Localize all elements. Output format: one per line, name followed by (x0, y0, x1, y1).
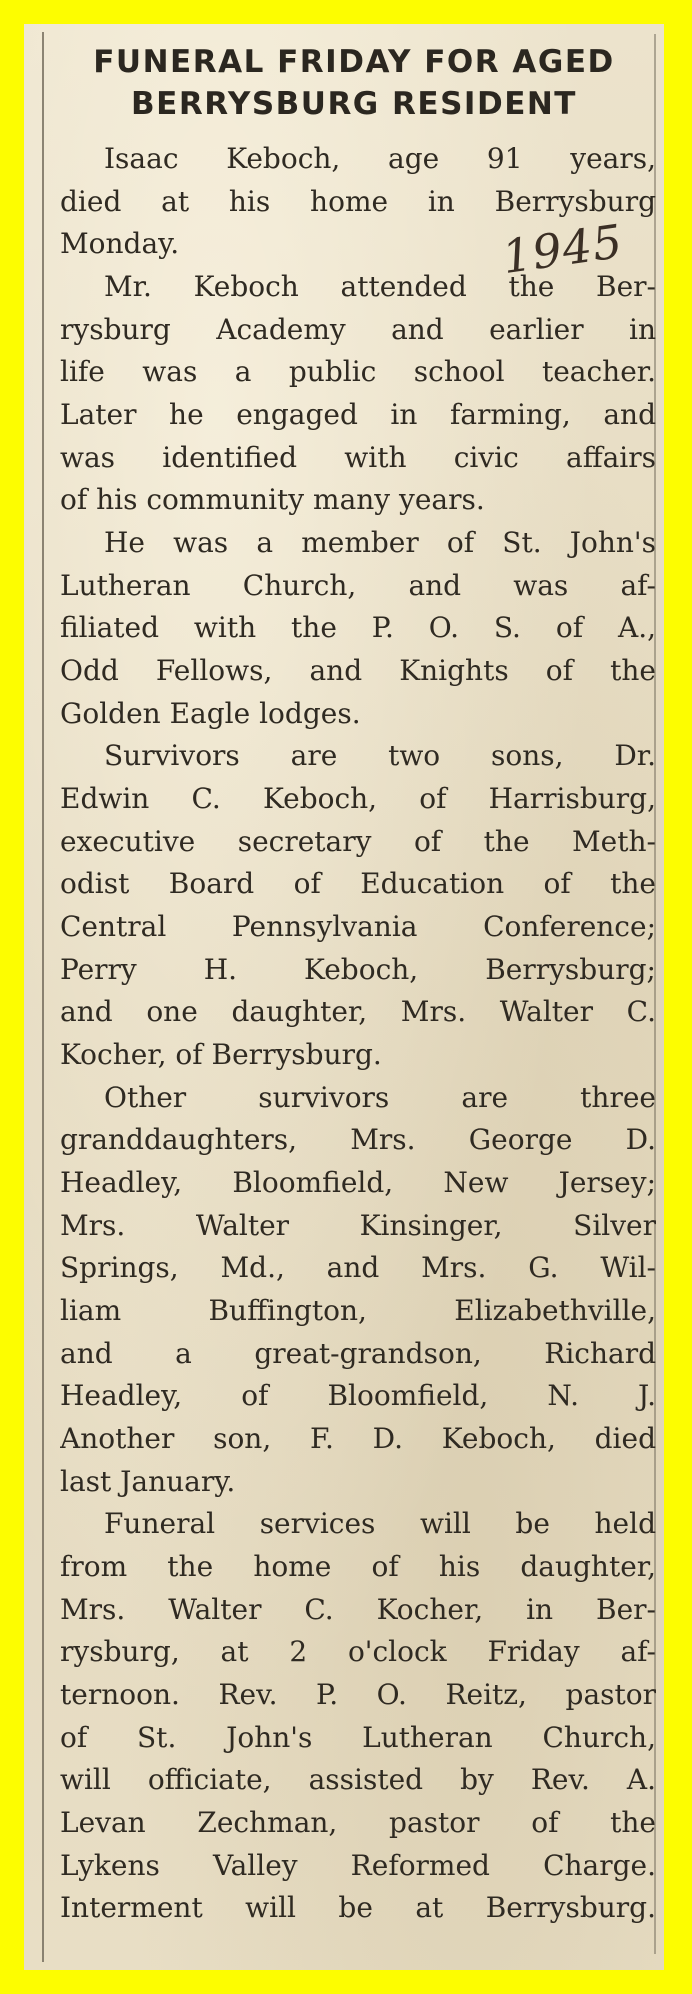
text-line: Lutheran Church, and was af- (60, 569, 656, 602)
text-line: Mrs. Walter Kinsinger, Silver (60, 1209, 656, 1242)
text-line: granddaughters, Mrs. George D. (60, 1123, 656, 1156)
text-line: and one daughter, Mrs. Walter C. (60, 995, 656, 1028)
text-line: He was a member of St. John's (104, 526, 656, 559)
text-line: odist Board of Education of the (60, 867, 656, 900)
text-line: of his community many years. (60, 483, 485, 516)
text-line: filiated with the P. O. S. of A., (60, 611, 656, 644)
text-line: Kocher, of Berrysburg. (60, 1038, 382, 1071)
text-line: Mrs. Walter C. Kocher, in Ber- (60, 1593, 656, 1626)
text-line: Monday. (60, 227, 180, 260)
text-line: Lykens Valley Reformed Charge. (60, 1849, 656, 1882)
text-line: ternoon. Rev. P. O. Reitz, pastor (60, 1678, 656, 1711)
text-line: of St. John's Lutheran Church, (60, 1721, 656, 1754)
text-line: Central Pennsylvania Conference; (60, 910, 656, 943)
text-line: was identified with civic affairs (60, 441, 656, 474)
text-line: Odd Fellows, and Knights of the (60, 654, 656, 687)
text-line: and a great-grandson, Richard (60, 1337, 656, 1370)
text-line: died at his home in Berrysburg (60, 185, 656, 218)
text-line: rysburg, at 2 o'clock Friday af- (60, 1635, 656, 1668)
headline-line-2: BERRYSBURG RESIDENT (131, 86, 577, 122)
column-rule-left (42, 32, 44, 1962)
text-line: Interment will be at Berrysburg. (60, 1891, 656, 1924)
text-line: Isaac Keboch, age 91 years, (104, 142, 656, 175)
text-line: Edwin C. Keboch, of Harrisburg, (60, 782, 656, 815)
text-line: Perry H. Keboch, Berrysburg; (60, 953, 656, 986)
text-line: Funeral services will be held (104, 1507, 656, 1540)
text-line: liam Buffington, Elizabethville, (60, 1294, 656, 1327)
text-line: Headley, Bloomfield, New Jersey; (60, 1166, 656, 1199)
text-line: Mr. Keboch attended the Ber- (104, 270, 656, 303)
text-line: Other survivors are three (104, 1081, 656, 1114)
text-line: Golden Eagle lodges. (60, 697, 361, 730)
text-line: Later he engaged in farming, and (60, 398, 656, 431)
text-line: rysburg Academy and earlier in (60, 313, 656, 346)
text-line: executive secretary of the Meth- (60, 825, 656, 858)
text-line: Another son, F. D. Keboch, died (60, 1422, 656, 1455)
handwritten-year: 1945 (498, 213, 627, 285)
headline-line-1: FUNERAL FRIDAY FOR AGED (93, 44, 615, 80)
text-line: Levan Zechman, pastor of the (60, 1806, 656, 1839)
text-line: last January. (60, 1465, 236, 1498)
text-line: Survivors are two sons, Dr. (104, 739, 656, 772)
text-line: from the home of his daughter, (60, 1550, 656, 1583)
newspaper-clipping (24, 24, 664, 1970)
text-line: Springs, Md., and Mrs. G. Wil- (60, 1251, 656, 1284)
text-line: will officiate, assisted by Rev. A. (60, 1763, 656, 1796)
text-line: Headley, of Bloomfield, N. J. (60, 1379, 656, 1412)
text-line: life was a public school teacher. (60, 355, 656, 388)
